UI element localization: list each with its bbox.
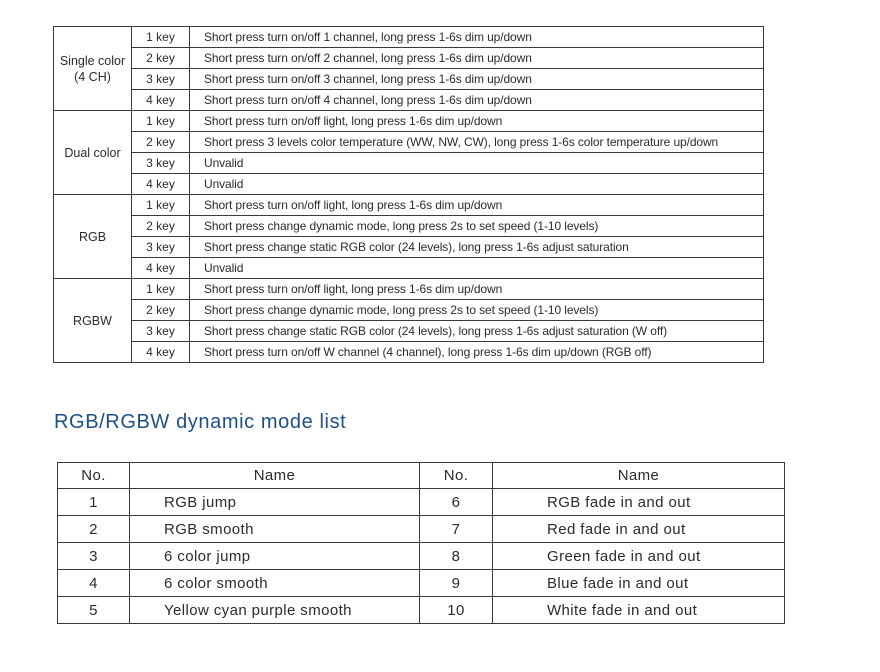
mode-number-cell: 6 (420, 489, 493, 516)
key-cell: 3 key (132, 153, 190, 174)
key-table-row (54, 132, 764, 153)
key-cell: 2 key (132, 300, 190, 321)
key-cell: 3 key (132, 69, 190, 90)
dynamic-mode-table (57, 462, 785, 624)
dynamic-mode-heading: RGB/RGBW dynamic mode list (54, 411, 347, 433)
function-description-cell: Short press change dynamic mode, long press 2s to set speed (1-10 levels) (190, 300, 764, 321)
mode-name-cell: 6 color jump (130, 543, 420, 570)
function-description-cell: Unvalid (190, 174, 764, 195)
function-description-cell: Unvalid (190, 153, 764, 174)
mode-number-cell: 7 (420, 516, 493, 543)
key-cell: 3 key (132, 321, 190, 342)
mode-name-cell: RGB fade in and out (493, 489, 785, 516)
function-description-cell: Short press change static RGB color (24 levels), long press 1-6s adjust saturation (190, 237, 764, 258)
key-cell: 4 key (132, 174, 190, 195)
key-cell: 2 key (132, 216, 190, 237)
key-table-row (54, 27, 764, 48)
key-table-row (54, 216, 764, 237)
key-table-row (54, 90, 764, 111)
mode-number-cell: 9 (420, 570, 493, 597)
key-cell: 1 key (132, 27, 190, 48)
function-description-cell: Short press turn on/off 4 channel, long press 1-6s dim up/down (190, 90, 764, 111)
key-table-row (54, 174, 764, 195)
key-table-row (54, 321, 764, 342)
mode-table-body (58, 489, 785, 624)
mode-table-row (58, 570, 785, 597)
light-type-cell: Single color (4 CH) (54, 27, 132, 111)
key-table-row (54, 279, 764, 300)
mode-table-row (58, 543, 785, 570)
mode-number-cell: 4 (58, 570, 130, 597)
mode-name-cell: RGB smooth (130, 516, 420, 543)
key-cell: 1 key (132, 279, 190, 300)
light-type-cell: RGBW (54, 279, 132, 363)
mode-name-cell: White fade in and out (493, 597, 785, 624)
function-description-cell: Short press turn on/off W channel (4 channel), long press 1-6s dim up/down (RGB off) (190, 342, 764, 363)
light-type-cell: RGB (54, 195, 132, 279)
mode-name-cell: Yellow cyan purple smooth (130, 597, 420, 624)
mode-name-cell: 6 color smooth (130, 570, 420, 597)
function-description-cell: Short press turn on/off light, long press 1-6s dim up/down (190, 279, 764, 300)
key-function-table-body (54, 27, 764, 363)
function-description-cell: Short press 3 levels color temperature (WW, NW, CW), long press 1-6s color temperature up/down (190, 132, 764, 153)
key-cell: 3 key (132, 237, 190, 258)
key-cell: 4 key (132, 342, 190, 363)
mode-number-cell: 1 (58, 489, 130, 516)
function-description-cell: Short press turn on/off 1 channel, long press 1-6s dim up/down (190, 27, 764, 48)
key-cell: 4 key (132, 258, 190, 279)
function-description-cell: Unvalid (190, 258, 764, 279)
key-cell: 1 key (132, 195, 190, 216)
function-description-cell: Short press turn on/off light, long press 1-6s dim up/down (190, 111, 764, 132)
key-function-table (53, 26, 764, 363)
mode-number-cell: 10 (420, 597, 493, 624)
mode-name-cell: Green fade in and out (493, 543, 785, 570)
key-table-row (54, 195, 764, 216)
mode-table-row (58, 597, 785, 624)
header-no: No. (58, 463, 130, 489)
key-table-row (54, 153, 764, 174)
key-cell: 1 key (132, 111, 190, 132)
mode-name-cell: RGB jump (130, 489, 420, 516)
function-description-cell: Short press turn on/off light, long press 1-6s dim up/down (190, 195, 764, 216)
mode-name-cell: Red fade in and out (493, 516, 785, 543)
mode-number-cell: 5 (58, 597, 130, 624)
key-table-row (54, 48, 764, 69)
key-table-row (54, 237, 764, 258)
key-cell: 2 key (132, 132, 190, 153)
key-table-row (54, 300, 764, 321)
mode-table-row (58, 516, 785, 543)
key-table-row (54, 111, 764, 132)
key-cell: 2 key (132, 48, 190, 69)
function-description-cell: Short press turn on/off 2 channel, long press 1-6s dim up/down (190, 48, 764, 69)
mode-table-header-row (58, 463, 785, 489)
key-cell: 4 key (132, 90, 190, 111)
function-description-cell: Short press change static RGB color (24 levels), long press 1-6s adjust saturation (W off) (190, 321, 764, 342)
light-type-cell: Dual color (54, 111, 132, 195)
header-name: Name (493, 463, 785, 489)
function-description-cell: Short press change dynamic mode, long press 2s to set speed (1-10 levels) (190, 216, 764, 237)
key-table-row (54, 69, 764, 90)
mode-number-cell: 8 (420, 543, 493, 570)
function-description-cell: Short press turn on/off 3 channel, long press 1-6s dim up/down (190, 69, 764, 90)
mode-number-cell: 2 (58, 516, 130, 543)
mode-name-cell: Blue fade in and out (493, 570, 785, 597)
header-name: Name (130, 463, 420, 489)
key-table-row (54, 258, 764, 279)
mode-number-cell: 3 (58, 543, 130, 570)
header-no: No. (420, 463, 493, 489)
mode-table-row (58, 489, 785, 516)
key-table-row (54, 342, 764, 363)
